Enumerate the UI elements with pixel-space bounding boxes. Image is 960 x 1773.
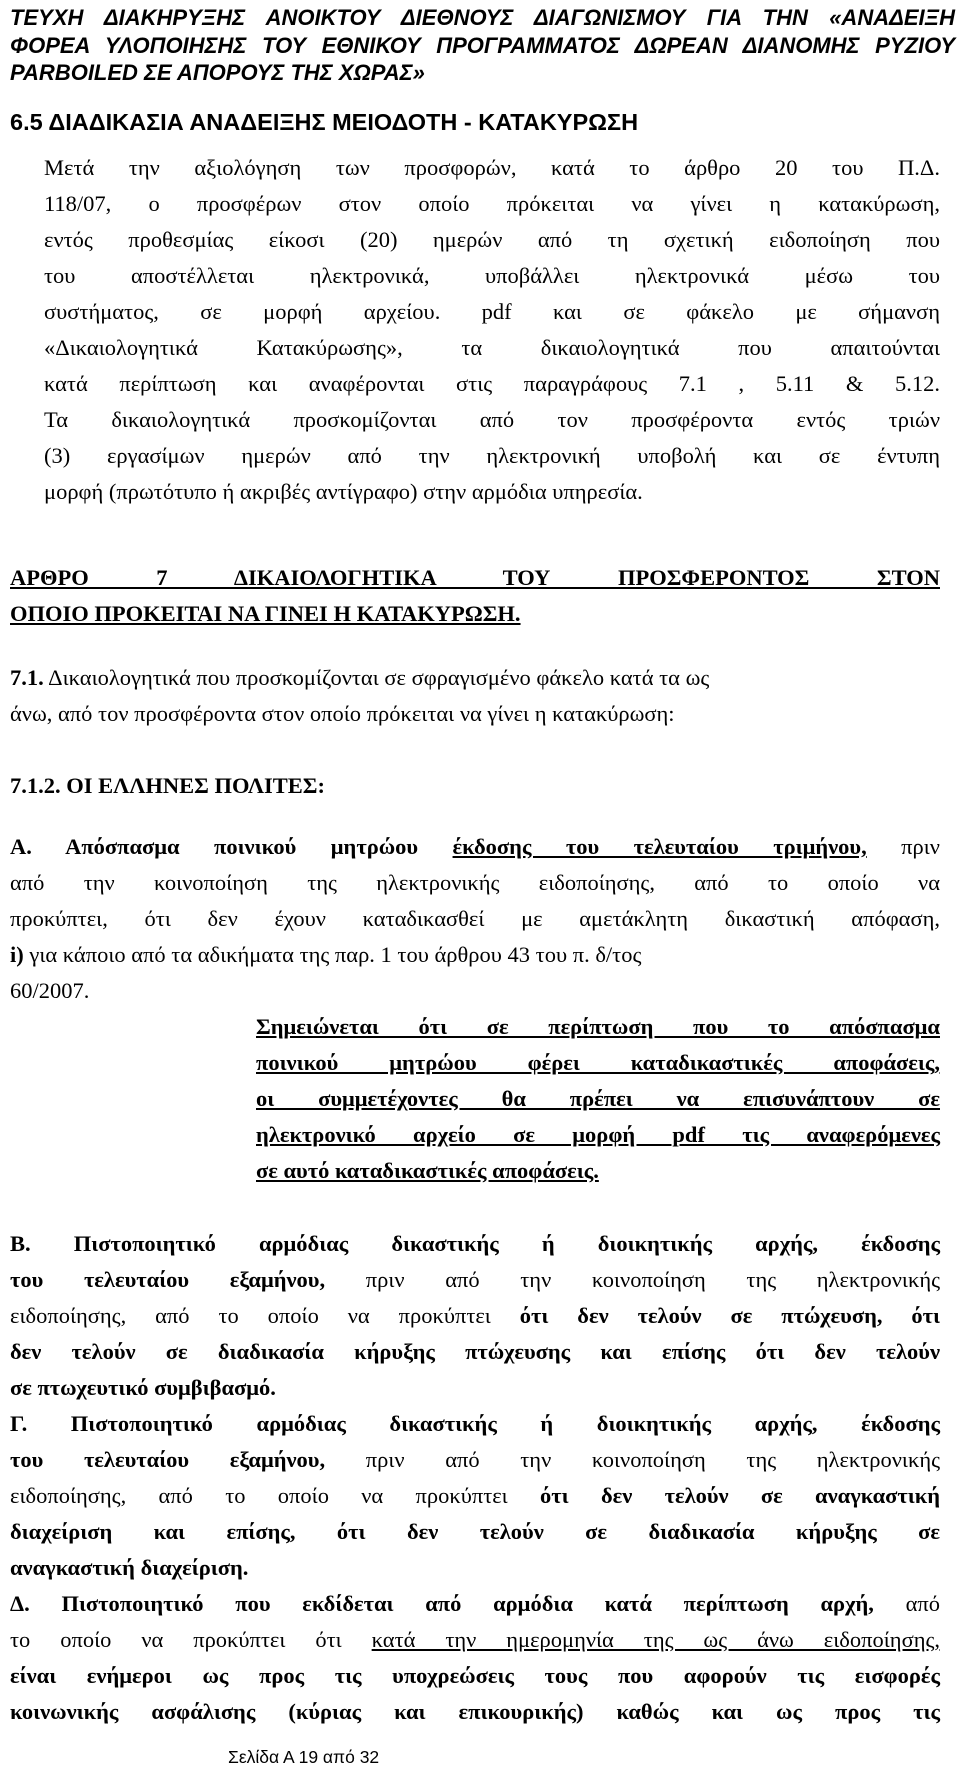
- item-line: προκύπτει, ότι δεν έχουν καταδικασθεί με αμετάκλητη δικαστική απόφαση,: [10, 906, 940, 931]
- section-title: 6.5 ΔΙΑΔΙΚΑΣΙΑ ΑΝΑΔΕΙΞΗΣ ΜΕΙΟΔΟΤΗ - ΚΑΤΑΚΥΡΩΣΗ: [10, 109, 639, 135]
- item-b: [10, 1226, 940, 1406]
- paragraph-line: (3) εργασίμων ημερών από την ηλεκτρονική υποβολή και σε έντυπη: [44, 443, 940, 468]
- item-text: ειδοποίησης, από το οποίο να προκύπτει: [10, 1303, 520, 1328]
- item-text: πριν από την κοινοποίηση της ηλεκτρονικής: [325, 1447, 940, 1472]
- item-line: 60/2007.: [10, 978, 90, 1003]
- item-text-underlined: κατά την ημερομηνία της ως άνω ειδοποίησης,: [371, 1627, 940, 1652]
- note-line: οι συμμετέχοντες θα πρέπει να επισυνάπτουν σε: [256, 1086, 940, 1111]
- item-line: είναι ενήμεροι ως προς τις υποχρεώσεις τους που αφορούν τις εισφορές: [10, 1663, 940, 1688]
- item-text: ειδοποίησης, από το οποίο να προκύπτει: [10, 1483, 541, 1508]
- running-header: [10, 4, 955, 87]
- item-text: από: [873, 1591, 940, 1616]
- paragraph-7-1: [10, 660, 940, 732]
- article-7-heading: [10, 560, 940, 632]
- paragraph-text: Δικαιολογητικά που προσκομίζονται σε σφραγισμένο φάκελο κατά τα ως: [43, 665, 710, 690]
- paragraph-line: μορφή (πρωτότυπο ή ακριβές αντίγραφο) στην αρμόδια υπηρεσία.: [44, 479, 643, 504]
- item-sublabel: i): [10, 942, 24, 967]
- item-line: κοινωνικής ασφάλισης (κύριας και επικουρικής) καθώς και ως προς τις: [10, 1699, 940, 1724]
- note-line: Σημειώνεται ότι σε περίπτωση που το απόσπασμα: [256, 1014, 940, 1039]
- header-line: PARBOILED ΣΕ ΑΠΟΡΟΥΣ ΤΗΣ ΧΩΡΑΣ»: [10, 60, 425, 85]
- paragraph-line: Τα δικαιολογητικά προσκομίζονται από τον προσφέροντα εντός τριών: [44, 407, 940, 432]
- paragraph-line: άνω, από τον προσφέροντα στον οποίο πρόκειται να γίνει η κατακύρωση:: [10, 701, 675, 726]
- item-line: διαχείριση και επίσης, ότι δεν τελούν σε διαδικασία κήρυξης σε: [10, 1519, 940, 1544]
- item-line: Β. Πιστοποιητικό αρμόδιας δικαστικής ή διοικητικής αρχής, έκδοσης: [10, 1231, 940, 1256]
- note-block: [256, 1009, 940, 1189]
- item-text: πριν από την κοινοποίηση της ηλεκτρονικής: [325, 1267, 940, 1292]
- article-heading-line: ΑΡΘΡΟ 7 ΔΙΚΑΙΟΛΟΓΗΤΙΚΑ ΤΟΥ ΠΡΟΣΦΕΡΟΝΤΟΣ ΣΤΟΝ: [10, 565, 940, 590]
- item-text: για κάποιο από τα αδικήματα της παρ. 1 του άρθρου 43 του π. δ/τος: [23, 942, 642, 967]
- item-text-bold: Δ. Πιστοποιητικό που εκδίδεται από αρμόδια κατά περίπτωση αρχή,: [10, 1591, 874, 1616]
- item-d: [10, 1586, 940, 1730]
- paragraph-adjudication: [44, 150, 940, 186]
- paragraph-number: 7.1.: [10, 665, 44, 690]
- item-text: το οποίο να προκύπτει ότι: [10, 1627, 372, 1652]
- item-line: από την κοινοποίηση της ηλεκτρονικής ειδοποίησης, από το οποίο να: [10, 870, 940, 895]
- header-line: ΦΟΡΕΑ ΥΛΟΠΟΙΗΣΗΣ ΤΟΥ ΕΘΝΙΚΟΥ ΠΡΟΓΡΑΜΜΑΤΟΣ ΔΩΡΕΑΝ ΔΙΑΝΟΜΗΣ ΡΥΖΙΟΥ: [10, 32, 955, 58]
- item-line: αναγκαστική διαχείριση.: [10, 1555, 249, 1580]
- paragraph-adjudication-cont: [44, 186, 940, 510]
- subsection-7-1-2: 7.1.2. ΟΙ ΕΛΛΗΝΕΣ ΠΟΛΙΤΕΣ:: [10, 773, 325, 798]
- paragraph-line: κατά περίπτωση και αναφέρονται στις παραγράφους 7.1 , 5.11 & 5.12.: [44, 371, 940, 396]
- note-line: σε αυτό καταδικαστικές αποφάσεις.: [256, 1158, 599, 1183]
- page-footer: Σελίδα Α 19 από 32: [228, 1747, 380, 1767]
- item-text-bold: του τελευταίου εξαμήνου,: [10, 1447, 326, 1472]
- paragraph-line: «Δικαιολογητικά Κατακύρωσης», τα δικαιολογητικά που απαιτούνται: [44, 335, 940, 360]
- item-text-bold: ότι δεν τελούν σε αναγκαστική: [540, 1483, 940, 1508]
- item-a: [10, 829, 940, 1009]
- item-text-bold-underlined: έκδοσης του τελευταίου τριμήνου,: [452, 834, 867, 859]
- paragraph-line: Μετά την αξιολόγηση των προσφορών, κατά το άρθρο 20 του Π.Δ.: [44, 155, 940, 180]
- paragraph-line: συστήματος, σε μορφή αρχείου. pdf και σε φάκελο με σήμανση: [44, 299, 940, 324]
- item-line: σε πτωχευτικό συμβιβασμό.: [10, 1375, 276, 1400]
- item-text-bold: ότι δεν τελούν σε πτώχευση, ότι: [519, 1303, 940, 1328]
- header-line: ΤΕΥΧΗ ΔΙΑΚΗΡΥΞΗΣ ΑΝΟΙΚΤΟΥ ΔΙΕΘΝΟΥΣ ΔΙΑΓΩΝΙΣΜΟΥ ΓΙΑ ΤΗΝ «ΑΝΑΔΕΙΞΗ: [10, 5, 955, 30]
- paragraph-line: εντός προθεσμίας είκοσι (20) ημερών από τη σχετική ειδοποίηση που: [44, 227, 940, 252]
- item-c: [10, 1406, 940, 1586]
- article-heading-line: ΟΠΟΙΟ ΠΡΟΚΕΙΤΑΙ ΝΑ ΓΙΝΕΙ Η ΚΑΤΑΚΥΡΩΣΗ.: [10, 601, 521, 626]
- paragraph-line: του αποστέλλεται ηλεκτρονικά, υποβάλλει ηλεκτρονικά μέσω του: [44, 263, 940, 288]
- note-line: ποινικού μητρώου φέρει καταδικαστικές αποφάσεις,: [256, 1050, 940, 1075]
- item-text: πριν: [866, 834, 940, 859]
- item-label: Α.: [10, 834, 32, 859]
- item-line: Γ. Πιστοποιητικό αρμόδιας δικαστικής ή διοικητικής αρχής, έκδοσης: [10, 1411, 940, 1436]
- note-line: ηλεκτρονικό αρχείο σε μορφή pdf τις αναφερόμενες: [256, 1122, 940, 1147]
- paragraph-line: 118/07, ο προσφέρων στον οποίο πρόκειται να γίνει η κατακύρωση,: [44, 191, 940, 216]
- item-text-bold: Απόσπασμα ποινικού μητρώου: [31, 834, 453, 859]
- item-text-bold: του τελευταίου εξαμήνου,: [10, 1267, 326, 1292]
- item-line: δεν τελούν σε διαδικασία κήρυξης πτώχευσης και επίσης ότι δεν τελούν: [10, 1339, 940, 1364]
